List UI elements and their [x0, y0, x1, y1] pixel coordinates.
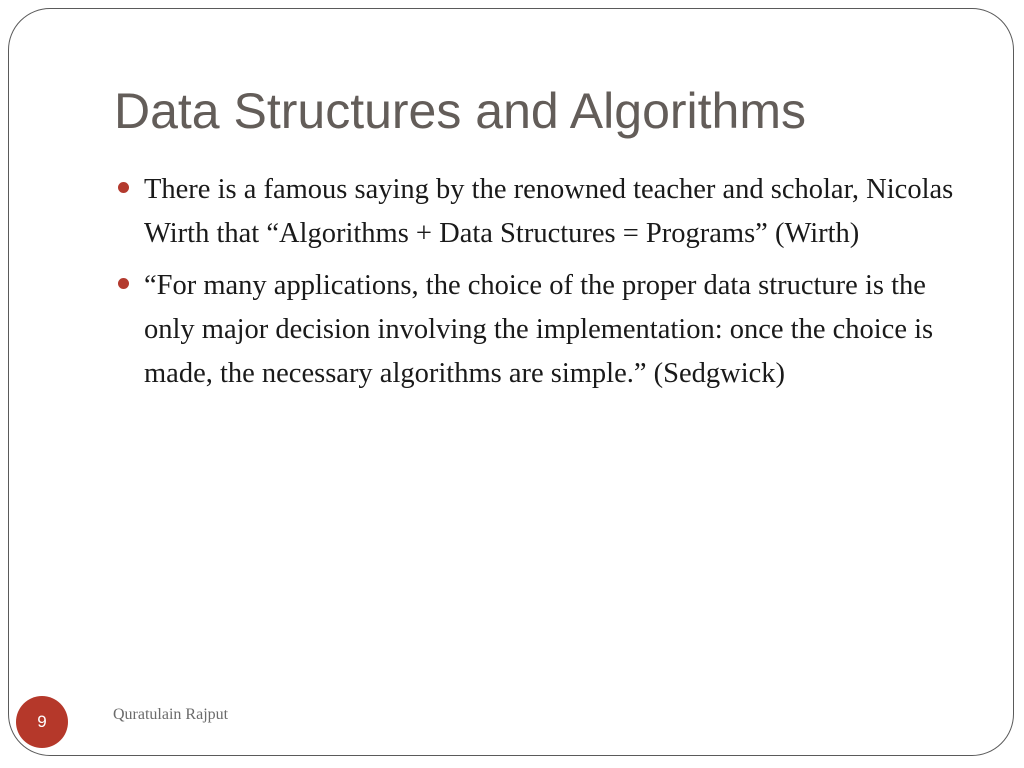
bullet-text: There is a famous saying by the renowned teacher and scholar, Nicolas Wirth that “Algorithms + Data Structures = Programs” (Wirth) [144, 174, 954, 249]
bullet-item [144, 264, 974, 396]
slide-title: Data Structures and Algorithms [114, 83, 806, 139]
bullet-list [144, 168, 974, 404]
bullet-text: “For many applications, the choice of the proper data structure is the only major decision involving the implementation: once the choice is made, the necessary algorithms are simple.” (Sedgwick) [144, 270, 934, 389]
footer-author: Quratulain Rajput [113, 706, 229, 723]
page-number-badge: 9 [16, 696, 68, 748]
bullet-marker-icon [118, 182, 129, 193]
bullet-marker-icon [118, 278, 129, 289]
bullet-item [144, 168, 974, 256]
